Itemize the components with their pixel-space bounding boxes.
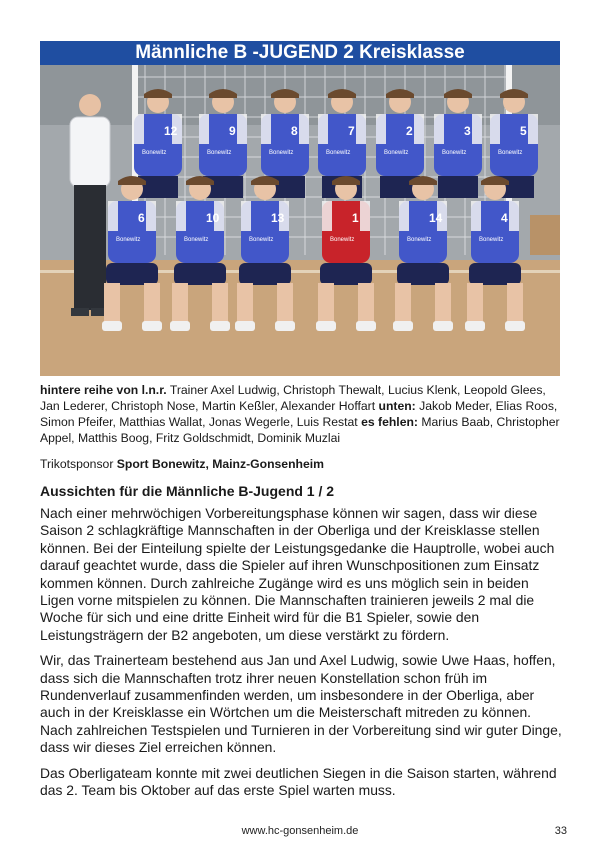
sponsor-print: Bonewitz [269,150,294,156]
sponsor-print: Bonewitz [142,150,167,156]
caption-front-names: Jakob Meder, Elias Roos, Simon Pfeifer, Matthias Wallat, Jonas Wegerle, Luis Restat [40,399,558,429]
caption-missing-label: es fehlen: [361,415,418,429]
jersey-number: 1 [352,211,359,225]
caption-front-label: unten: [378,399,416,413]
jersey-number: 9 [229,124,236,138]
jersey-number: 8 [291,124,298,138]
sponsor-print: Bonewitz [384,150,409,156]
trainer-figure [70,94,110,316]
sponsor-print: Bonewitz [407,237,432,243]
jersey-number: 7 [348,124,355,138]
sponsor-print: Bonewitz [116,237,141,243]
sponsor-print: Bonewitz [442,150,467,156]
sponsor-print: Bonewitz [330,237,355,243]
caption-missing-names: Marius Baab, Christopher Appel, Matthis Boog, Fritz Goldschmidt, Dominik Muzlai [40,415,560,445]
sponsor-print: Bonewitz [498,150,523,156]
jersey-number: 6 [138,211,145,225]
jersey-number: 3 [464,124,471,138]
jersey-number: 4 [501,211,508,225]
sponsor-print: Bonewitz [479,237,504,243]
page-number: 33 [554,825,567,837]
jersey-number: 10 [206,211,220,225]
article-paragraph: Wir, das Trainerteam bestehend aus Jan und Axel Ludwig, sowie Uwe Haas, hoffen, dass sich die Mannschaften trotz ihrer neuen Konstellation schon früh im Rundenverlauf zusammenfinden werden, um insbesondere in der Oberliga, aber auch in der Kreisklasse ein Wörtchen um die Meisterschaft mitreden zu können. Nach zahlreichen Testspielen und Turnieren in der Vorbereitung sind wir guter Dinge, dass wir dieses Ziel erreichen können. [40,652,562,756]
sponsor-name: Sport Bonewitz, Mainz-Gonsenheim [116,457,324,471]
sponsor-print: Bonewitz [207,150,232,156]
footer-url: www.hc-gonsenheim.de [241,825,359,837]
caption-back-label: hintere reihe von l.n.r. [40,383,167,397]
sponsor-line [40,456,560,472]
jersey-number: 12 [164,124,178,138]
photo-caption [40,382,560,446]
article-body [40,505,562,808]
page-title: Männliche B -JUGEND 2 Kreisklasse [40,41,560,65]
team-photo [40,65,560,376]
sponsor-print: Bonewitz [184,237,209,243]
jersey-number: 14 [429,211,443,225]
article-paragraph: Nach einer mehrwöchigen Vorbereitungsphase können wir sagen, dass wir diese Saison 2 schlagkräftige Mannschaften in der Oberliga und der Kreisklasse stellen können. Bei der Einteilung spielte der Leistungsgedanke die Hauptrolle, wobei auch darauf geachtet wurde, dass die Spieler auf ihren Wunschpositionen zum Einsatz kommen können. Durch zahlreiche Zugänge wird es uns möglich sein in beiden Ligen vorne mitspielen zu können. Die Mannschaften trainieren jeweils 2 mal die Woche für sich und eine dritte Einheit wird für die B1 Spieler, sowie den Leistungsträgern der B2 angeboten, um diese verstärkt zu fördern. [40,505,555,643]
article-paragraph: Das Oberligateam konnte mit zwei deutlichen Siegen in die Saison starten, während das 2. Team bis Oktober auf das erste Spiel warten muss. [40,764,557,799]
jersey-number: 5 [520,124,527,138]
section-heading: Aussichten für die Männliche B-Jugend 1 / 2 [40,483,335,499]
caption-back-names: Trainer Axel Ludwig, Christoph Thewalt, Lucius Klenk, Leopold Glees, Jan Lederer, Christoph Nose, Martin Keßler, Alexander Hoffart [40,383,546,413]
sponsor-label: Trikotsponsor [40,457,117,471]
sponsor-print: Bonewitz [326,150,351,156]
jersey-number: 13 [271,211,285,225]
sponsor-print: Bonewitz [249,237,274,243]
jersey-number: 2 [406,124,413,138]
